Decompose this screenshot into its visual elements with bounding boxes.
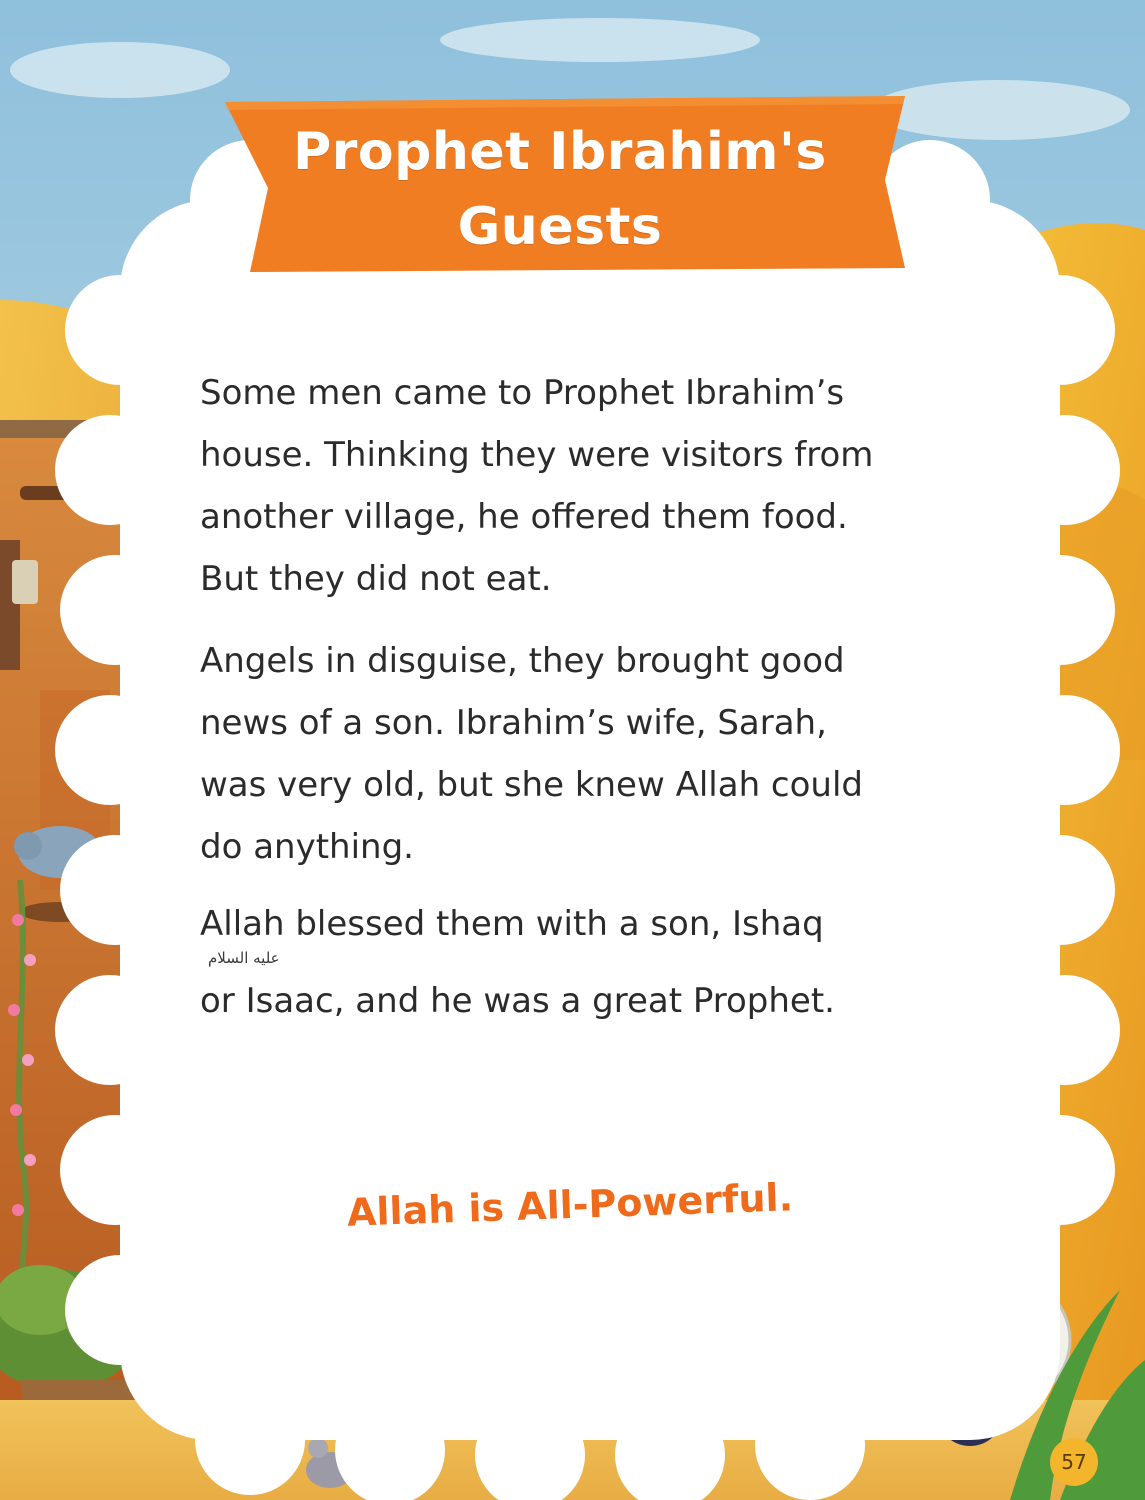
paragraph-line: house. Thinking they were visitors from (200, 435, 874, 475)
paragraph-line: or Isaac, and he was a great Prophet. (200, 981, 835, 1021)
paragraph-line: But they did not eat. (200, 559, 552, 599)
paragraph-line: was very old, but she knew Allah could (200, 765, 863, 805)
story-paragraph-3 (200, 893, 940, 1032)
paragraph-line: do anything. (200, 827, 414, 867)
paragraph-line: news of a son. Ibrahim’s wife, Sarah, (200, 703, 827, 743)
paragraph-line: Allah blessed them with a son, Ishaq (200, 904, 824, 944)
story-paragraph-1 (200, 362, 940, 610)
page-title-line-1: Prophet Ibrahim's (293, 122, 827, 182)
page-title-line-2: Guests (457, 197, 663, 257)
honorific-calligraphy: عليه السلام (208, 949, 280, 967)
paragraph-line-with-honorific (200, 893, 940, 970)
page-number-badge: 57 (1050, 1438, 1098, 1486)
story-paragraph-2 (200, 630, 940, 878)
paragraph-line: another village, he offered them food. (200, 497, 848, 537)
moral-statement: Allah is All-Powerful. (346, 1175, 794, 1235)
paragraph-line: Angels in disguise, they brought good (200, 641, 845, 681)
paragraph-line: Some men came to Prophet Ibrahim’s (200, 373, 845, 413)
